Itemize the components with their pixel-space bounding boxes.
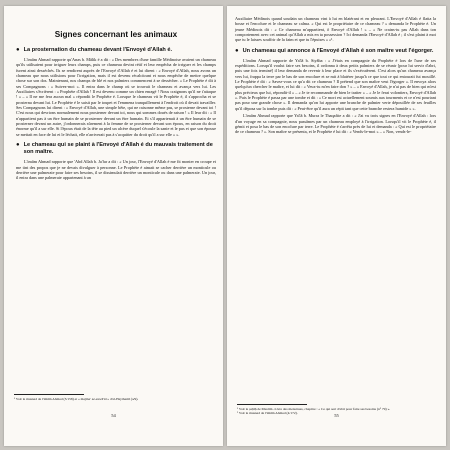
paragraph: L'imâm Ahmad rapporte que Ya'lâ b. Murra le Thaqafite a dit : « J'ai vu trois signes en l'Envoyé d'Allah : lors d'un voyage en sa compagnie, nous passâmes par un chameau employé à l'irrigation. Lorsqu'il vit le Prophète é, il gémit et posa le bas de son encolure par terre. Le Prophète é s'arrêta près de lui et demanda : « Qui est le propriétaire de ce chameau ? ». Son maître se présenta, et le Prophète é lui dit : « Vends-le-moi » – « Non, vends-le- (235, 113, 436, 135)
right-page (227, 6, 446, 446)
left-page (4, 6, 223, 446)
bullet-icon: ● (16, 142, 20, 149)
section-heading-3 (235, 48, 436, 55)
book-spread (4, 6, 446, 446)
footnote: ² Voir le musnad de l'imâm Ahmad (4/172). (237, 411, 298, 416)
section-heading-3-text: Un chameau qui annonce à l'Envoyé d'Allah é son maître veut l'égorger. (242, 47, 434, 54)
paragraph: L'imâm Ahmad rapporte que 'Abd Allah b. Ja'far a dit : « Un jour, l'Envoyé d'Allah é me fit monter en croupe et me tint des propos que je ne devais divulguer à personne. Le Prophète é aimait se cacher derrière un monticule ou derrière une palmeraie pour faire ses besoins, il se dissimulait derrière un monticule ou dans une palmeraie. Un jour, il entra dans une palmeraie appartenant à un (16, 159, 216, 181)
footnote: ¹ Voir le ṣaḥîḥ de Muslim -Livre des menstrues, chapitre : « Ce qui sert d'abri pour faire ses besoins (n° 79) ». (237, 407, 391, 411)
paragraph: Auxiliaire Médinois quand soudain un chameau vint à lui en blatérant et en pleurant. L'Envoyé d'Allah é flatta la bosse et l'encolure et le chameau se calma. « Qui est le propriétaire de ce chameau ? » demanda le Prophète é. Un jeune Médinois dit : « Ce chameau m'appartient, ô Envoyé d'Allah ! » – « Ne crains-tu pas Allah dans ton comportement avec cet animal qu'Allah a mis en ta possession ? Ici demanda l'Envoyé d'Allah é ; il s'est plaint à moi que tu le laisses souffrir de la faim et que tu l'épuises » »¹. (235, 16, 436, 43)
page-number: 55 (334, 413, 339, 418)
footnote: ¹ Voir le musnad de l'imâm Ahmad (3/158) et « majma' az-zawâ'id » d'al-Haythamî (a/9). (14, 397, 139, 401)
section-heading-1 (16, 47, 216, 54)
paragraph: L'imâm Ahmad rapporte de Ya'lâ b. Siyâba : « J'étais en compagnie du Prophète é lors de l'une de ses expéditions. Lorsqu'il voulut faire ses besoins, il ordonna à deux petits palmiers de se réunir [pour lui servir d'abri, puis une fois terminé] il leur demanda de revenir à leur place et ils s'exécutèrent. C'est alors qu'un chameau avança vers lui, frappa la terre par le bas de son encolure et se mit à blatérer jusqu'à ce que tout ce qui entourait fut mouillé. Le Prophète é dit : « Savez-vous ce qu'a dit ce chameau ? Il prétend que son maître veut l'égorger ». Il envoya alors quelqu'un chercher le maître, et lui dit : « Veux-tu m'en faire don ? » – « Envoyé d'Allah, je n'ai pas de bien qui m'est plus précieux que lui, répondit-il » – « Je te recommande de bien le traiter » – « Je le ferai volontiers, Envoyé d'Allah ». Puis le Prophète é passa par une tombe et dit : « Ce mort est actuellement soumis aux tourments et ce n'est pourtant pas pour une grande chose ». Il demanda qu'on lui apporte une branche de palmier verte dépouillée de ses feuilles qu'il déposa sur la tombe puis dit : « Peut-être qu'il aura un répit tant que cette branche restera humide » ». (235, 57, 436, 111)
page-number: 54 (111, 413, 116, 418)
bullet-icon: ● (16, 47, 20, 53)
chapter-title: Signes concernant les animaux (54, 30, 178, 39)
bullet-icon: ● (235, 47, 239, 54)
footnotes (14, 394, 139, 401)
paragraph: L'imâm Ahmad rapporte qu'Anas b. Mâlik é a dit : « Des membres d'une famille Médinoise avaient un chameau qu'ils utilisaient pour irriguer leurs champs, puis ce chameau devint rétif et leur empêcha de irriguer et les champs furent ainsi desséchés. Ils se rendirent auprès de l'Envoyé d'Allah é et lui dirent : « Envoyé d'Allah, nous avons un chameau que nous utilisions pour l'irrigation, mais il est devenu récalcitrant et nous empêche de mettre quelque chose sur son dos. Maintenant, nos champs de blé et nos palmiers commencent à se dessécher. » Le Prophète é dit à ses Compagnons : « Suivez-moi ». Il entra dans le champ où se trouvait le chameau et avança vers lui. Les Auxiliaires s'écrièrent : « Prophète d'Allah ! Il est devenu comme un chien enragé ! Nous craignons qu'il ne t'attaque ! » – « Il ne me fera aucun mal » répondit le Prophète é. Lorsque le chameau vit le Prophète é, il s'approcha et se prosterna devant lui. Le Prophète é le saisit par le toupet et l'emmena tranquillement à l'endroit où il devait travailler. Ses Compagnons lui dirent : « Envoyé d'Allah, une simple bête, qui ne raisonne même pas, se prosterne devant toi ! C'est nous qui devrions normalement nous prosterner devant toi, nous qui sommes doués de raison ! » Il leur dit : « Il n'appartient pas à un être humain de se prosterner devant un être humain. Et s'il appartenait à un être humain de se prosterner devant un autre, j'ordonnerais sûrement à la femme de se prosterner devant son époux, en raison du droit énorme qu'il a sur elle. Si l'époux était de la tête au pied un ulcère duquel s'écoule la sanie et le pus et que son épouse se mettait en face de lui et le léchait, elle n'arriverait pas à s'acquitter du droit qu'il a sur elle » ». (16, 57, 216, 137)
section-heading-2-text: Le chameau qui se plaint à l'Envoyé d'Allah é du mauvais traitement de son maître. (23, 142, 213, 156)
section-heading-1-text: La prosternation du chameau devant l'Envoyé d'Allah é. (23, 47, 173, 53)
section-heading-2 (16, 142, 216, 156)
